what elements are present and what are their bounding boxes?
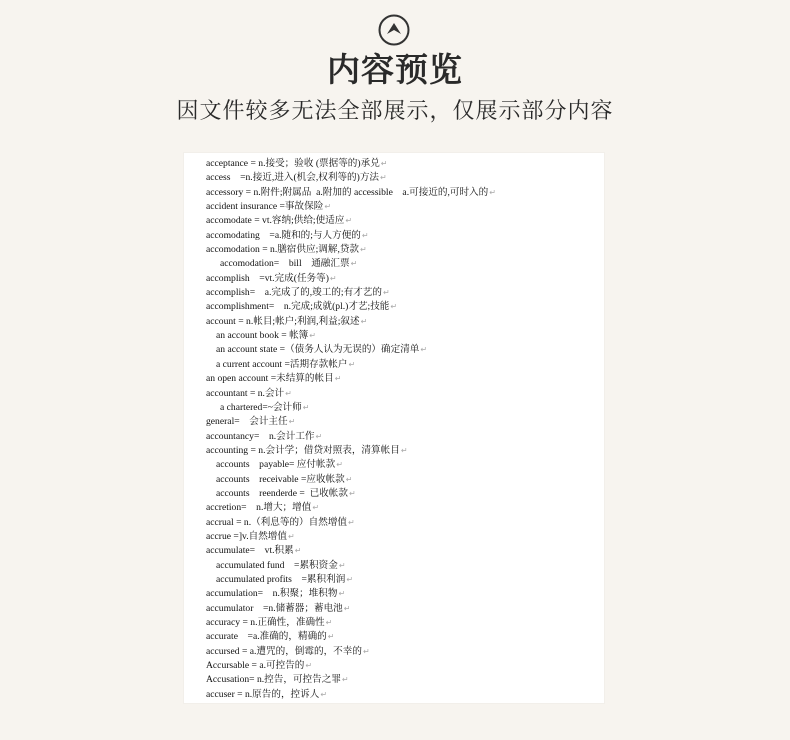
document-line [206,343,596,357]
document-line-text: an account state =（债务人认为无误的）确定清单 [216,344,420,356]
document-line-text: an account book = 帐簿 [216,330,309,342]
document-line-text: accuracy = n.正确性，准确性 [206,617,325,628]
document-line-text: accumulated profits =累积利润 [216,573,346,585]
line-end-mark-icon: ↵ [327,632,335,642]
document-line-text: account = n.帐目;帐户;利润,利益;叙述 [206,315,360,327]
page-title: 内容预览 [327,50,463,89]
document-line-text: accumulate= vt.积累 [206,545,294,557]
document-line-text: accrue =]v.自然增值 [206,530,287,542]
document-line [206,473,596,487]
document-line [206,573,596,587]
document-line-text: accomodating =a.随和的;与人方便的 [206,229,361,241]
document-line-text: an open account =未结算的帐目 [206,373,334,385]
document-line [206,415,596,429]
line-end-mark-icon: ↵ [338,560,346,570]
line-end-mark-icon: ↵ [309,331,316,341]
line-end-mark-icon: ↵ [350,259,358,269]
line-end-mark-icon: ↵ [360,316,368,326]
document-line [206,430,596,444]
line-end-mark-icon: ↵ [336,460,343,470]
document-line-text: accounting = n.会计学；借贷对照表，清算帐目 [206,444,400,456]
document-line-text: a current account =活期存款帐户 [216,358,348,370]
line-end-mark-icon: ↵ [361,230,369,240]
line-end-mark-icon: ↵ [348,359,356,369]
line-end-mark-icon: ↵ [334,374,342,384]
line-end-mark-icon: ↵ [382,288,390,298]
document-line [206,544,596,558]
preview-header [0,14,790,134]
document-line-text: access =n.接近,进入(机会,权利等的)方法 [206,172,380,184]
document-line [206,372,596,386]
line-end-mark-icon: ↵ [348,517,355,527]
line-end-mark-icon: ↵ [341,675,349,685]
document-line-text: accumulation= n.积聚；堆积物 [206,588,338,600]
line-end-mark-icon: ↵ [305,661,313,671]
line-end-mark-icon: ↵ [380,159,388,168]
document-line [206,401,596,415]
line-end-mark-icon: ↵ [325,618,333,627]
line-end-mark-icon: ↵ [287,531,295,541]
document-line [206,272,596,286]
line-end-mark-icon: ↵ [348,488,356,498]
document-line-text: a chartered=~会计师 [220,401,302,413]
document-line [206,315,596,329]
document-line-text: accounts reenderde = 已收帐款 [216,487,348,499]
line-end-mark-icon: ↵ [362,646,370,656]
line-end-mark-icon: ↵ [320,689,328,699]
document-line [206,329,596,343]
document-line-text: accomplish =vt.完成(任务等) [206,272,329,284]
document-line-text: accountancy= n.会计工作 [206,430,315,442]
document-line-text: accomplishment= n.完成;成就(pl.)才艺;技能 [206,301,390,313]
line-end-mark-icon: ↵ [338,589,346,599]
document-line-text: Accusation= n.控告，可控告之罪 [206,674,341,686]
document-line [206,243,596,257]
chevron-up-circle-icon[interactable] [378,14,410,46]
document-line-text: accessory = n.附件;附属品 a.附加的 accessible a.可接近的,可时入的 [206,186,489,198]
line-end-mark-icon: ↵ [302,402,310,412]
document-line [206,157,596,171]
line-end-mark-icon: ↵ [285,388,292,398]
document-line [206,186,596,200]
document-line [206,358,596,372]
document-line [206,444,596,458]
document-line [206,501,596,515]
document-line-text: accursed = a.遭咒的，倒霉的，不幸的 [206,645,362,657]
line-end-mark-icon: ↵ [315,431,323,441]
document-line-text: accurate =a.准确的，精确的 [206,631,327,643]
document-line-text: accomodation= bill 通融汇票 [220,258,350,270]
document-line-text: accretion= n.增大；增值 [206,502,312,514]
document-line [206,673,596,687]
document-line [206,387,596,401]
document-line-text: acceptance = n.接受；验收 (票据等的)承兑 [206,158,380,169]
document-line-text: accumulator =n.储蓄器；蓄电池 [206,602,343,614]
document-lines [206,157,596,702]
line-end-mark-icon: ↵ [288,417,296,427]
document-preview [184,153,604,703]
document-line [206,602,596,616]
document-line [206,171,596,185]
document-line-text: accounts receivable =应收帐款 [216,473,345,485]
line-end-mark-icon: ↵ [489,187,496,197]
line-end-mark-icon: ↵ [420,345,428,355]
document-line [206,286,596,300]
line-end-mark-icon: ↵ [390,302,398,312]
document-line [206,587,596,601]
document-line-text: accounts payable= 应付帐款 [216,459,336,471]
document-line-text: accumulated fund =累积资金 [216,559,338,571]
document-line [206,659,596,673]
document-line-text: accuser = n.原告的，控诉人 [206,688,320,700]
document-line [206,487,596,501]
line-end-mark-icon: ↵ [380,173,387,183]
document-line-text: accomodate = vt.容纳;供给;使适应 [206,215,345,227]
document-line-text: accident insurance =事故保险 [206,201,324,213]
line-end-mark-icon: ↵ [294,546,302,556]
document-line [206,214,596,228]
line-end-mark-icon: ↵ [329,273,337,283]
line-end-mark-icon: ↵ [400,445,408,455]
document-line-text: accomodation = n.膳宿供应;调解,贷款 [206,244,360,256]
document-line [206,559,596,573]
line-end-mark-icon: ↵ [346,574,354,584]
line-end-mark-icon: ↵ [312,503,320,513]
document-line [206,630,596,644]
document-line [206,616,596,630]
document-line-text: accomplish= a.完成了的,竣工的;有才艺的 [206,287,382,299]
line-end-mark-icon: ↵ [343,603,351,613]
document-line [206,229,596,243]
document-line [206,530,596,544]
page-subtitle: 因文件较多无法全部展示，仅展示部分内容 [176,99,614,124]
document-line [206,688,596,702]
document-line [206,458,596,472]
document-line [206,645,596,659]
document-line [206,300,596,314]
line-end-mark-icon: ↵ [324,202,332,212]
line-end-mark-icon: ↵ [345,216,353,226]
document-line [206,257,596,271]
document-line [206,200,596,214]
document-line [206,516,596,530]
line-end-mark-icon: ↵ [360,245,367,255]
document-line-text: accountant = n.会计 [206,387,285,399]
document-line-text: accrual = n.（利息等的）自然增值 [206,516,348,528]
document-line-text: general= 会计主任 [206,416,288,428]
document-line-text: Accursable = a.可控告的 [206,660,305,672]
line-end-mark-icon: ↵ [345,474,353,484]
